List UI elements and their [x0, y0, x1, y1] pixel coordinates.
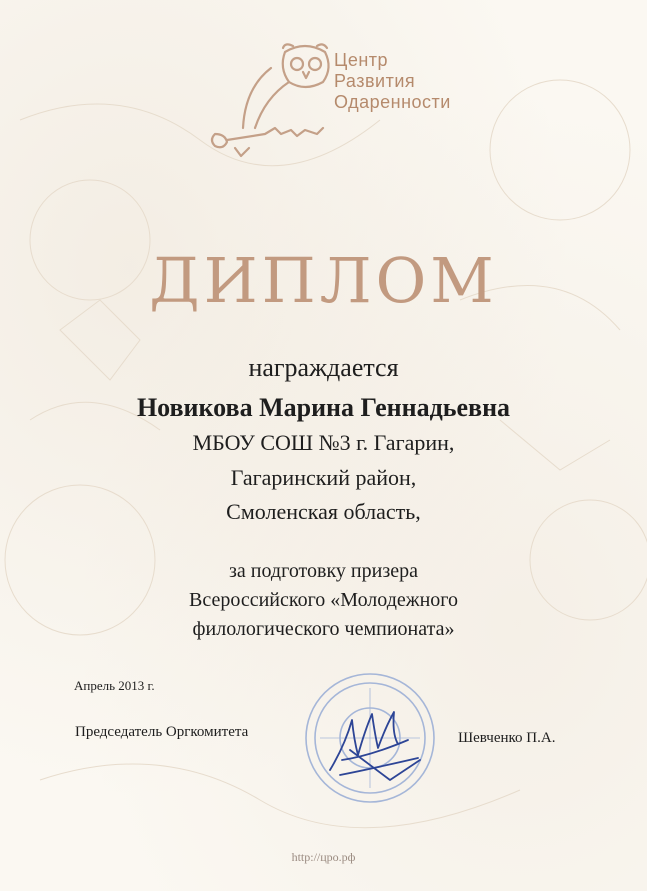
diploma-title: ДИПЛОМ — [149, 244, 498, 317]
signature-icon — [320, 700, 430, 785]
owl-key-logo-icon — [205, 38, 345, 158]
signer-name: Шевченко П.А. — [458, 730, 556, 746]
district-text: Гагаринский район, — [230, 465, 417, 490]
website-link: http://цро.рф — [291, 850, 356, 864]
school-text: МБОУ СОШ №3 г. Гагарин, — [192, 430, 455, 455]
reason-line-1: за подготовку призера — [229, 560, 418, 582]
reason-line-2: Всероссийского «Молодежного — [189, 589, 458, 611]
region-text: Смоленская область, — [226, 499, 421, 524]
recipient-name: Новикова Марина Геннадьевна — [136, 393, 511, 422]
awarded-text: награждается — [248, 353, 399, 382]
chair-title: Председатель Оргкомитета — [75, 724, 249, 740]
logo-line-3: Одаренности — [334, 92, 451, 112]
logo-line-2: Развития — [334, 71, 416, 91]
logo-text — [334, 50, 451, 113]
reason-line-3: филологического чемпионата» — [192, 618, 455, 640]
issue-date: Апрель 2013 г. — [74, 678, 155, 693]
logo-line-1: Центр — [334, 50, 389, 70]
